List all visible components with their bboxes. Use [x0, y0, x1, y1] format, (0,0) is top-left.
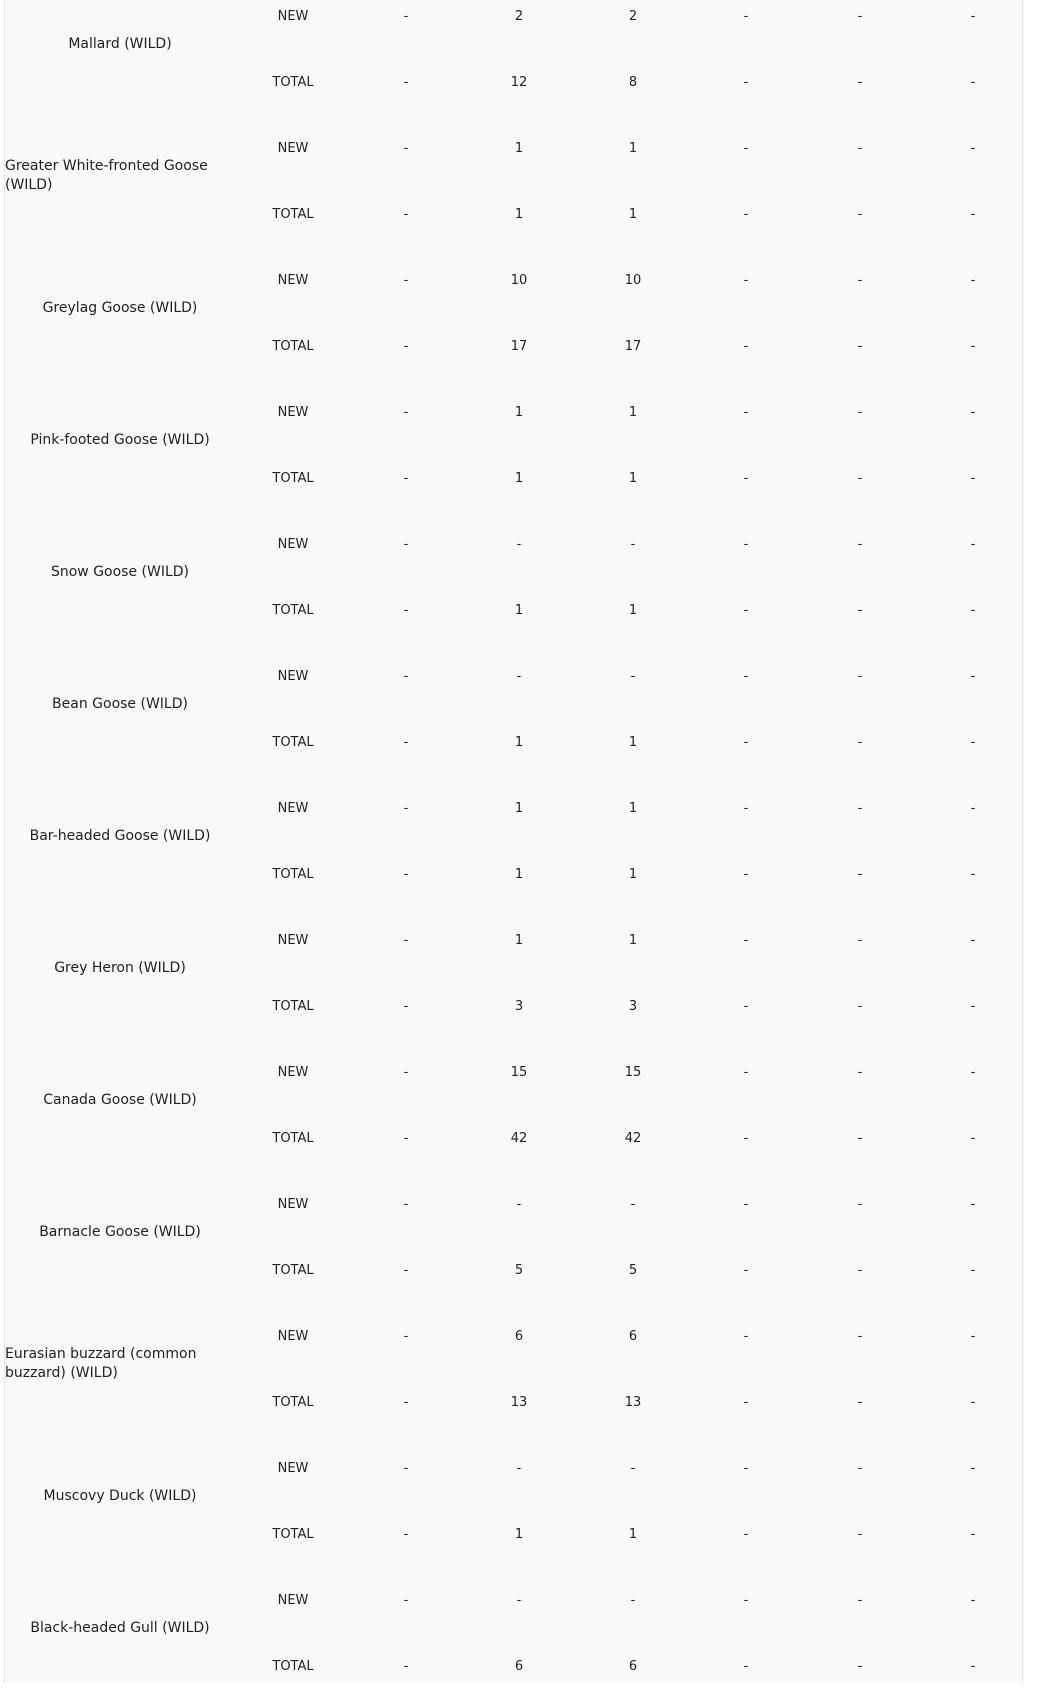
table-cell: 8	[628, 75, 638, 90]
table-cell: -	[857, 207, 863, 222]
table-cell: -	[857, 339, 863, 354]
table-cell: -	[403, 603, 409, 618]
table-cell: 1	[628, 207, 638, 222]
row-label-total: TOTAL	[272, 207, 314, 222]
table-cell: -	[743, 1329, 749, 1344]
table-cell: -	[857, 603, 863, 618]
row-label-new: NEW	[277, 1461, 309, 1476]
new-row	[5, 403, 1024, 423]
table-cell: -	[403, 471, 409, 486]
row-label-total: TOTAL	[272, 1527, 314, 1542]
table-cell: -	[970, 75, 976, 90]
table-cell: -	[857, 405, 863, 420]
table-cell: 1	[628, 867, 638, 882]
table-cell: 1	[514, 735, 524, 750]
table-cell: -	[970, 867, 976, 882]
table-cell: -	[743, 999, 749, 1014]
table-cell: -	[970, 1659, 976, 1674]
table-cell: -	[857, 735, 863, 750]
table-cell: 1	[514, 933, 524, 948]
species-name: Greylag Goose (WILD)	[42, 299, 198, 316]
row-label-new: NEW	[277, 1197, 309, 1212]
table-cell: -	[403, 1197, 409, 1212]
table-cell: -	[403, 669, 409, 684]
species-name: Black-headed Gull (WILD)	[30, 1619, 210, 1636]
table-cell: -	[403, 867, 409, 882]
table-cell: -	[857, 1329, 863, 1344]
table-cell: -	[970, 999, 976, 1014]
table-cell: 1	[514, 471, 524, 486]
table-cell: 1	[628, 471, 638, 486]
table-cell: -	[857, 1461, 863, 1476]
table-cell: -	[970, 1263, 976, 1278]
row-label-total: TOTAL	[272, 339, 314, 354]
table-cell: 17	[624, 339, 642, 354]
table-cell: -	[516, 537, 522, 552]
table-cell: -	[403, 405, 409, 420]
table-cell: 1	[628, 405, 638, 420]
table-cell: -	[970, 603, 976, 618]
table-cell: -	[857, 9, 863, 24]
table-cell: -	[743, 1395, 749, 1410]
table-cell: -	[970, 471, 976, 486]
table-cell: -	[857, 999, 863, 1014]
table-cell: 13	[624, 1395, 642, 1410]
table-cell: 1	[514, 867, 524, 882]
row-label-total: TOTAL	[272, 999, 314, 1014]
row-label-total: TOTAL	[272, 1659, 314, 1674]
table-cell: 6	[628, 1659, 638, 1674]
table-cell: -	[403, 933, 409, 948]
row-label-new: NEW	[277, 1593, 309, 1608]
table-cell: -	[857, 75, 863, 90]
table-cell: 17	[510, 339, 528, 354]
table-cell: 12	[510, 75, 528, 90]
species-row-group	[5, 1527, 1024, 1674]
species-name: Greater White-fronted Goose (WILD)	[5, 158, 208, 193]
species-name: Bean Goose (WILD)	[52, 695, 188, 712]
table-cell: 10	[624, 273, 642, 288]
table-cell: -	[857, 1065, 863, 1080]
new-row	[5, 139, 1024, 159]
table-cell: -	[743, 537, 749, 552]
table-cell: -	[516, 1461, 522, 1476]
table-cell: -	[743, 1659, 749, 1674]
table-cell: -	[970, 9, 976, 24]
row-label-total: TOTAL	[272, 1395, 314, 1410]
table-cell: -	[743, 1593, 749, 1608]
table-cell: -	[970, 141, 976, 156]
table-cell: -	[857, 1131, 863, 1146]
table-cell: 1	[514, 603, 524, 618]
table-cell: -	[743, 141, 749, 156]
table-cell: -	[630, 669, 636, 684]
table-cell: 1	[628, 141, 638, 156]
table-cell: -	[970, 735, 976, 750]
table-cell: -	[970, 669, 976, 684]
table-cell: -	[630, 1197, 636, 1212]
table-cell: -	[743, 9, 749, 24]
table-cell: 13	[510, 1395, 528, 1410]
species-row-group	[5, 0, 1024, 90]
table-cell: -	[743, 1461, 749, 1476]
table-cell: -	[403, 1329, 409, 1344]
row-label-total: TOTAL	[272, 735, 314, 750]
table-cell: -	[516, 1593, 522, 1608]
species-name: Bar-headed Goose (WILD)	[29, 827, 211, 844]
table-cell: -	[630, 537, 636, 552]
table-cell: -	[743, 405, 749, 420]
table-cell: -	[743, 339, 749, 354]
table-cell: -	[743, 1527, 749, 1542]
table-cell: -	[970, 339, 976, 354]
species-row-group	[5, 603, 1024, 750]
new-row	[5, 7, 1024, 27]
row-label-new: NEW	[277, 405, 309, 420]
table-cell: -	[743, 207, 749, 222]
table-cell: -	[857, 471, 863, 486]
row-label-total: TOTAL	[272, 1263, 314, 1278]
table-cell: -	[403, 1395, 409, 1410]
table-cell: 15	[510, 1065, 528, 1080]
table-cell: 15	[624, 1065, 642, 1080]
row-label-new: NEW	[277, 801, 309, 816]
species-row-group	[5, 339, 1024, 486]
table-cell: 1	[514, 405, 524, 420]
table-cell: -	[403, 735, 409, 750]
table-cell: -	[630, 1461, 636, 1476]
species-row-group	[5, 471, 1024, 618]
table-cell: -	[857, 933, 863, 948]
table-cell: -	[403, 801, 409, 816]
row-label-total: TOTAL	[272, 75, 314, 90]
row-label-new: NEW	[277, 273, 309, 288]
table-cell: -	[857, 1395, 863, 1410]
table-cell: -	[403, 1659, 409, 1674]
table-cell: -	[857, 867, 863, 882]
table-cell: 3	[514, 999, 524, 1014]
table-cell: 5	[628, 1263, 638, 1278]
table-cell: -	[743, 603, 749, 618]
table-cell: -	[403, 273, 409, 288]
species-name: Muscovy Duck (WILD)	[43, 1487, 197, 1504]
table-cell: -	[403, 1263, 409, 1278]
table-cell: -	[403, 9, 409, 24]
table-cell: -	[857, 537, 863, 552]
new-row	[5, 535, 1024, 555]
table-cell: -	[970, 207, 976, 222]
species-row-group	[5, 735, 1024, 882]
table-cell: -	[857, 669, 863, 684]
table-cell: 1	[628, 735, 638, 750]
table-cell: -	[970, 1329, 976, 1344]
table-cell: -	[743, 801, 749, 816]
row-label-total: TOTAL	[272, 1131, 314, 1146]
total-row	[5, 1657, 1024, 1677]
table-cell: -	[403, 999, 409, 1014]
species-name: Snow Goose (WILD)	[50, 563, 190, 580]
table-cell: -	[970, 1065, 976, 1080]
table-cell: 1	[514, 141, 524, 156]
table-cell: -	[970, 933, 976, 948]
row-label-total: TOTAL	[272, 471, 314, 486]
row-label-total: TOTAL	[272, 867, 314, 882]
table-cell: -	[743, 1065, 749, 1080]
table-cell: -	[743, 75, 749, 90]
table-cell: -	[857, 1263, 863, 1278]
table-cell: -	[970, 273, 976, 288]
table-cell: -	[857, 1527, 863, 1542]
new-row	[5, 1327, 1024, 1347]
table-cell: -	[970, 1593, 976, 1608]
table-cell: -	[403, 1593, 409, 1608]
table-cell: 1	[628, 1527, 638, 1542]
table-cell: 1	[514, 801, 524, 816]
new-row	[5, 1459, 1024, 1479]
table-cell: -	[743, 1263, 749, 1278]
table-cell: -	[743, 933, 749, 948]
species-name: Barnacle Goose (WILD)	[39, 1223, 201, 1240]
row-label-new: NEW	[277, 9, 309, 24]
table-cell: -	[516, 1197, 522, 1212]
row-label-new: NEW	[277, 1329, 309, 1344]
table-cell: -	[403, 339, 409, 354]
table-cell: 5	[514, 1263, 524, 1278]
table-cell: 6	[514, 1659, 524, 1674]
table-cell: 10	[510, 273, 528, 288]
new-row	[5, 1063, 1024, 1083]
species-row-group	[5, 207, 1024, 354]
table-cell: -	[970, 537, 976, 552]
table-cell: -	[970, 1395, 976, 1410]
row-label-new: NEW	[277, 933, 309, 948]
table-cell: -	[857, 273, 863, 288]
table-cell: -	[743, 867, 749, 882]
table-cell: -	[403, 1131, 409, 1146]
species-name: Eurasian buzzard (common buzzard) (WILD)	[5, 1346, 197, 1381]
new-row	[5, 931, 1024, 951]
new-row	[5, 1591, 1024, 1611]
table-cell: -	[970, 1527, 976, 1542]
table-cell: -	[857, 1659, 863, 1674]
table-cell: -	[403, 1065, 409, 1080]
table-cell: -	[516, 669, 522, 684]
table-cell: 1	[514, 207, 524, 222]
table-cell: -	[743, 471, 749, 486]
row-label-new: NEW	[277, 141, 309, 156]
table-cell: -	[630, 1593, 636, 1608]
species-row-group	[5, 867, 1024, 1014]
species-table	[4, 0, 1023, 1683]
table-cell: 1	[628, 933, 638, 948]
table-cell: -	[970, 801, 976, 816]
table-cell: 6	[514, 1329, 524, 1344]
species-row-group	[5, 75, 1024, 222]
table-cell: -	[403, 141, 409, 156]
table-cell: -	[970, 1461, 976, 1476]
table-cell: 42	[510, 1131, 528, 1146]
table-cell: -	[403, 75, 409, 90]
row-label-new: NEW	[277, 537, 309, 552]
new-row	[5, 1195, 1024, 1215]
new-row	[5, 799, 1024, 819]
table-cell: 6	[628, 1329, 638, 1344]
table-cell: -	[743, 273, 749, 288]
table-cell: 1	[514, 1527, 524, 1542]
species-row-group	[5, 1131, 1024, 1278]
table-cell: 42	[624, 1131, 642, 1146]
species-name: Pink-footed Goose (WILD)	[30, 431, 210, 448]
row-label-new: NEW	[277, 1065, 309, 1080]
row-label-new: NEW	[277, 669, 309, 684]
table-cell: -	[970, 1131, 976, 1146]
table-cell: -	[403, 207, 409, 222]
new-row	[5, 667, 1024, 687]
table-cell: -	[857, 1197, 863, 1212]
table-cell: -	[857, 141, 863, 156]
row-label-total: TOTAL	[272, 603, 314, 618]
table-cell: -	[743, 669, 749, 684]
new-row	[5, 271, 1024, 291]
species-row-group	[5, 999, 1024, 1146]
table-cell: 1	[628, 801, 638, 816]
table-cell: -	[743, 735, 749, 750]
species-name: Canada Goose (WILD)	[43, 1091, 197, 1108]
species-name: Mallard (WILD)	[68, 35, 172, 52]
table-cell: 1	[628, 603, 638, 618]
table-cell: -	[403, 1527, 409, 1542]
species-row-group	[5, 1395, 1024, 1542]
table-cell: -	[857, 801, 863, 816]
table-cell: 3	[628, 999, 638, 1014]
table-cell: -	[970, 405, 976, 420]
species-name: Grey Heron (WILD)	[54, 959, 186, 976]
table-cell: 2	[514, 9, 524, 24]
table-cell: -	[743, 1131, 749, 1146]
table-cell: 2	[628, 9, 638, 24]
table-cell: -	[970, 1197, 976, 1212]
table-cell: -	[403, 537, 409, 552]
table-cell: -	[743, 1197, 749, 1212]
species-row-group	[5, 1263, 1024, 1410]
table-cell: -	[403, 1461, 409, 1476]
table-cell: -	[857, 1593, 863, 1608]
